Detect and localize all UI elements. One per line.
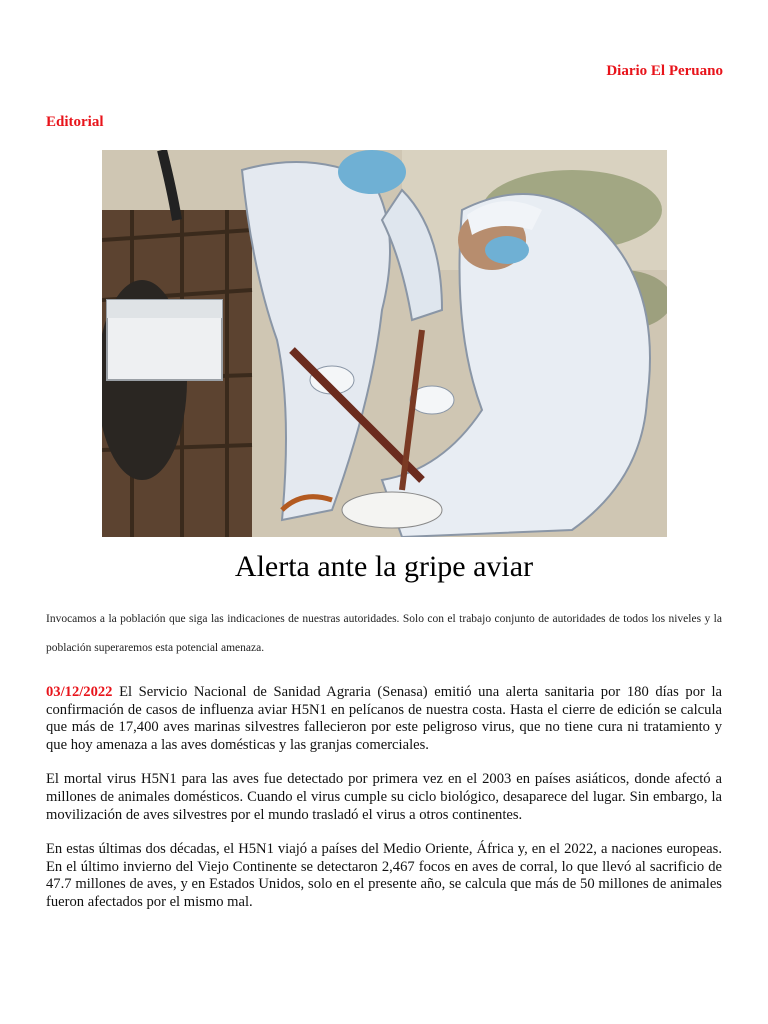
- news-photo-illustration: [102, 150, 667, 537]
- paragraph-3: En estas últimas dos décadas, el H5N1 viajó a países del Medio Oriente, África y, en el 2022, a naciones europeas. En el último invierno del Viejo Continente se detectaron 2,467 focos en aves de corral, lo que llevó al sacrificio de 47.7 millones de aves, y en Estados Unidos, solo en el presente año, se calcula que más de 50 millones de animales fueron afectados por el mismo mal.: [46, 841, 722, 910]
- paragraph-1-text: El Servicio Nacional de Sanidad Agraria (Senasa) emitió una alerta sanitaria por 180 días por la confirmación de casos de influenza aviar H5N1 en pelícanos de nuestra costa. Hasta el cierre de edición se calcula que más de 17,400 aves marinas silvestres fallecieron por este peligroso virus, que no tiene cura ni tratamiento y que hoy amenaza a las aves domésticas y las granjas comerciales.: [46, 684, 722, 753]
- paragraph-2: El mortal virus H5N1 para las aves fue detectado por primera vez en el 2003 en países asiáticos, donde afectó a millones de animales domésticos. Cuando el virus cumple su ciclo biológico, desaparece del lugar. Sin embargo, la movilización de aves silvestres por el mundo trasladó el virus a otros continentes.: [46, 771, 722, 823]
- section-label: Editorial: [46, 114, 104, 130]
- article-date: 03/12/2022: [46, 684, 113, 700]
- newspaper-name: Diario El Peruano: [606, 63, 723, 79]
- article-title: Alerta ante la gripe aviar: [234, 550, 534, 583]
- news-photo: [102, 150, 667, 537]
- paragraph-1: [46, 684, 722, 754]
- article-lead: Invocamos a la población que siga las indicaciones de nuestras autoridades. Solo con el trabajo conjunto de autoridades de todos los niveles y la población superaremos esta potencial amenaza.: [46, 613, 722, 654]
- article-body: [46, 684, 722, 929]
